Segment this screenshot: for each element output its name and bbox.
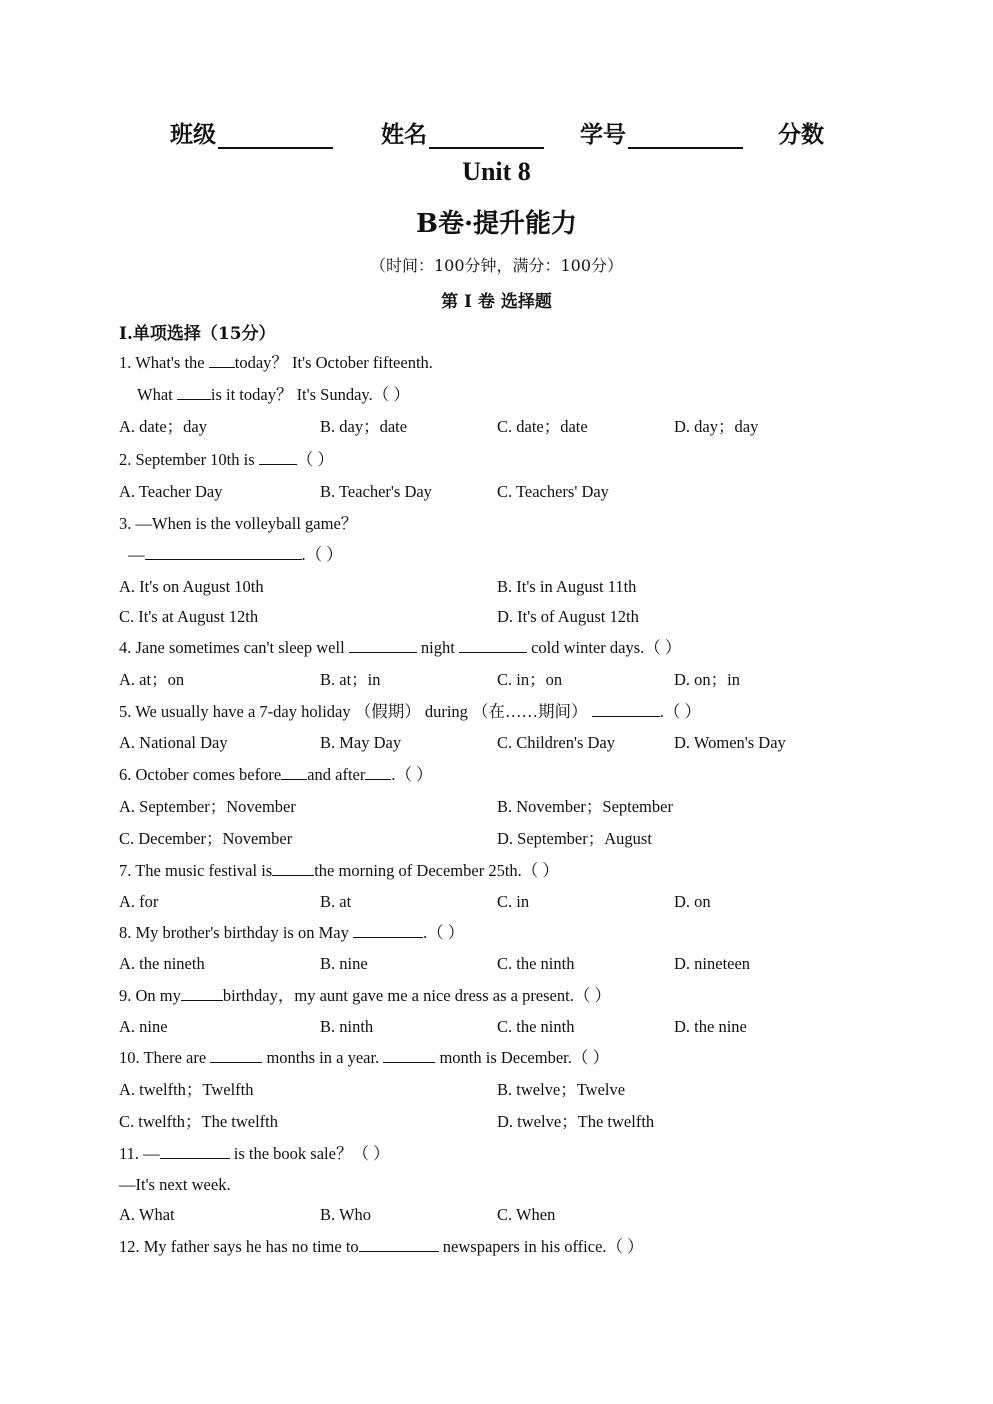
- q8-text-a: 8. My brother's birthday is on May: [119, 923, 353, 942]
- id-label: 学号: [580, 121, 626, 148]
- q1-option-a[interactable]: A. date；day: [119, 417, 207, 436]
- q3-stem: 3. —When is the volleyball game？: [119, 514, 358, 533]
- q3-dash: —: [128, 545, 145, 564]
- q11-text-b: is the book sale？（ ）: [229, 1144, 390, 1163]
- q5-stem: [119, 701, 701, 723]
- q6-blank-1[interactable]: [281, 764, 307, 780]
- class-field: [170, 116, 333, 149]
- q2-blank[interactable]: [259, 449, 297, 465]
- q10-stem: [119, 1047, 609, 1069]
- q6-text-b: and after: [307, 765, 366, 784]
- q10-option-b[interactable]: B. twelve；Twelve: [497, 1080, 626, 1099]
- q7-option-a[interactable]: A. for: [119, 892, 159, 911]
- class-blank[interactable]: [218, 121, 333, 149]
- q10-option-a[interactable]: A. twelfth；Twelfth: [119, 1080, 254, 1099]
- q4-option-b[interactable]: B. at；in: [320, 670, 381, 689]
- q9-text-a: 9. On my: [119, 986, 181, 1005]
- name-field: [381, 116, 544, 149]
- q4-option-c[interactable]: C. in；on: [497, 670, 563, 689]
- name-label: 姓名: [381, 121, 427, 148]
- q5-option-b[interactable]: B. May Day: [320, 733, 402, 752]
- q10-blank-2[interactable]: [383, 1047, 435, 1063]
- q3-option-c[interactable]: C. It's at August 12th: [119, 607, 259, 626]
- q12-text-a: 12. My father says he has no time to: [119, 1237, 359, 1256]
- q1-line1: [119, 352, 433, 374]
- q11-blank[interactable]: [160, 1143, 230, 1159]
- q7-blank[interactable]: [272, 860, 314, 876]
- q7-option-d[interactable]: D. on: [674, 892, 711, 911]
- q4-option-d[interactable]: D. on；in: [674, 670, 740, 689]
- q3-tail: .（ ）: [301, 545, 343, 564]
- q10-option-c[interactable]: C. twelfth；The twelfth: [119, 1112, 279, 1131]
- q2-option-b[interactable]: B. Teacher's Day: [320, 482, 432, 501]
- q9-option-b[interactable]: B. ninth: [320, 1017, 374, 1036]
- q1-text-d: is it today？ It's Sunday.（ ）: [210, 385, 410, 404]
- q9-option-a[interactable]: A. nine: [119, 1017, 168, 1036]
- q2-option-a[interactable]: A. Teacher Day: [119, 482, 223, 501]
- id-blank[interactable]: [628, 121, 743, 149]
- q8-option-c[interactable]: C. the ninth: [497, 954, 575, 973]
- q6-blank-2[interactable]: [365, 764, 391, 780]
- q11-line2: —It's next week.: [119, 1175, 231, 1194]
- q8-text-b: .（ ）: [422, 923, 465, 942]
- q3-option-a[interactable]: A. It's on August 10th: [119, 577, 264, 596]
- q2-text: 2. September 10th is: [119, 450, 259, 469]
- q8-stem: [119, 922, 464, 944]
- score-field: [778, 116, 824, 149]
- q1-option-d[interactable]: D. day；day: [674, 417, 759, 436]
- q1-text-b: today？ It's October fifteenth.: [234, 353, 433, 372]
- q5-blank[interactable]: [592, 701, 660, 717]
- q6-option-b[interactable]: B. November；September: [497, 797, 673, 816]
- q10-text-b: months in a year.: [262, 1048, 384, 1067]
- q7-option-b[interactable]: B. at: [320, 892, 352, 911]
- q9-option-d[interactable]: D. the nine: [674, 1017, 747, 1036]
- q1-option-b[interactable]: B. day；date: [320, 417, 408, 436]
- q9-stem: [119, 985, 611, 1007]
- q9-text-b: birthday，my aunt gave me a nice dress as a present.（ ）: [222, 986, 611, 1005]
- q8-option-d[interactable]: D. nineteen: [674, 954, 751, 973]
- q5-option-a[interactable]: A. National Day: [119, 733, 228, 752]
- q11-option-b[interactable]: B. Who: [320, 1205, 372, 1224]
- q7-option-c[interactable]: C. in: [497, 892, 530, 911]
- q10-text-a: 10. There are: [119, 1048, 211, 1067]
- q1-text-c: What: [137, 385, 177, 404]
- q3-blank[interactable]: [145, 544, 302, 560]
- q4-stem: [119, 637, 681, 659]
- q6-text-a: 6. October comes before: [119, 765, 282, 784]
- q12-text-b: newspapers in his office.（ ）: [438, 1237, 644, 1256]
- q1-blank-2[interactable]: [177, 384, 211, 400]
- student-info-row: [170, 116, 830, 152]
- q10-option-d[interactable]: D. twelve；The twelfth: [497, 1112, 655, 1131]
- q3-option-d[interactable]: D. It's of August 12th: [497, 607, 639, 626]
- part-title: 第 I 卷 选择题: [441, 292, 552, 312]
- q8-option-a[interactable]: A. the nineth: [119, 954, 205, 973]
- q11-stem: [119, 1143, 390, 1165]
- time-info: （时间：100分钟，满分：100分）: [369, 256, 624, 275]
- unit-title: Unit 8: [462, 157, 531, 186]
- q4-blank-2[interactable]: [459, 637, 527, 653]
- q12-stem: [119, 1236, 644, 1258]
- q11-option-c[interactable]: C. When: [497, 1205, 556, 1224]
- q8-option-b[interactable]: B. nine: [320, 954, 368, 973]
- q4-text-a: 4. Jane sometimes can't sleep well: [119, 638, 349, 657]
- q12-blank[interactable]: [359, 1236, 439, 1252]
- q6-option-c[interactable]: C. December；November: [119, 829, 293, 848]
- q4-text-c: cold winter days.（ ）: [526, 638, 682, 657]
- q3-line2: [128, 544, 343, 566]
- q2-option-c[interactable]: C. Teachers' Day: [497, 482, 609, 501]
- q6-stem: [119, 764, 433, 786]
- q10-text-c: month is December.（ ）: [435, 1048, 609, 1067]
- q5-option-c[interactable]: C. Children's Day: [497, 733, 616, 752]
- q7-text-a: 7. The music festival is: [119, 861, 273, 880]
- id-field: [580, 116, 743, 149]
- q1-line2: [137, 384, 410, 406]
- q3-option-b[interactable]: B. It's in August 11th: [497, 577, 637, 596]
- q5-text-b: .（ ）: [659, 702, 701, 721]
- q5-option-d[interactable]: D. Women's Day: [674, 733, 786, 752]
- q2-tail: （ ）: [296, 450, 334, 469]
- q4-option-a[interactable]: A. at；on: [119, 670, 185, 689]
- name-blank[interactable]: [429, 121, 544, 149]
- q5-text-a: 5. We usually have a 7-day holiday （假期） during （在……期间）: [119, 702, 592, 721]
- section-heading: I.单项选择（15分）: [119, 324, 276, 344]
- q1-text-a: 1. What's the: [119, 353, 209, 372]
- q7-stem: [119, 860, 559, 882]
- q9-option-c[interactable]: C. the ninth: [497, 1017, 575, 1036]
- q7-text-b: the morning of December 25th.（ ）: [314, 861, 559, 880]
- q6-option-a[interactable]: A. September；November: [119, 797, 296, 816]
- q6-text-c: .（ ）: [391, 765, 433, 784]
- class-label: 班级: [170, 121, 216, 148]
- q8-blank[interactable]: [353, 922, 423, 938]
- q1-blank-1[interactable]: [209, 352, 235, 368]
- q4-text-b: night: [416, 638, 459, 657]
- q11-text-a: 11. —: [119, 1144, 160, 1163]
- q11-option-a[interactable]: A. What: [119, 1205, 175, 1224]
- q4-blank-1[interactable]: [349, 637, 417, 653]
- q6-option-d[interactable]: D. September；August: [497, 829, 652, 848]
- q1-option-c[interactable]: C. date；date: [497, 417, 588, 436]
- q9-blank[interactable]: [181, 985, 223, 1001]
- q2-stem: [119, 449, 334, 471]
- paper-subtitle: B卷·提升能力: [415, 209, 578, 239]
- score-label: 分数: [778, 121, 824, 148]
- q10-blank-1[interactable]: [210, 1047, 262, 1063]
